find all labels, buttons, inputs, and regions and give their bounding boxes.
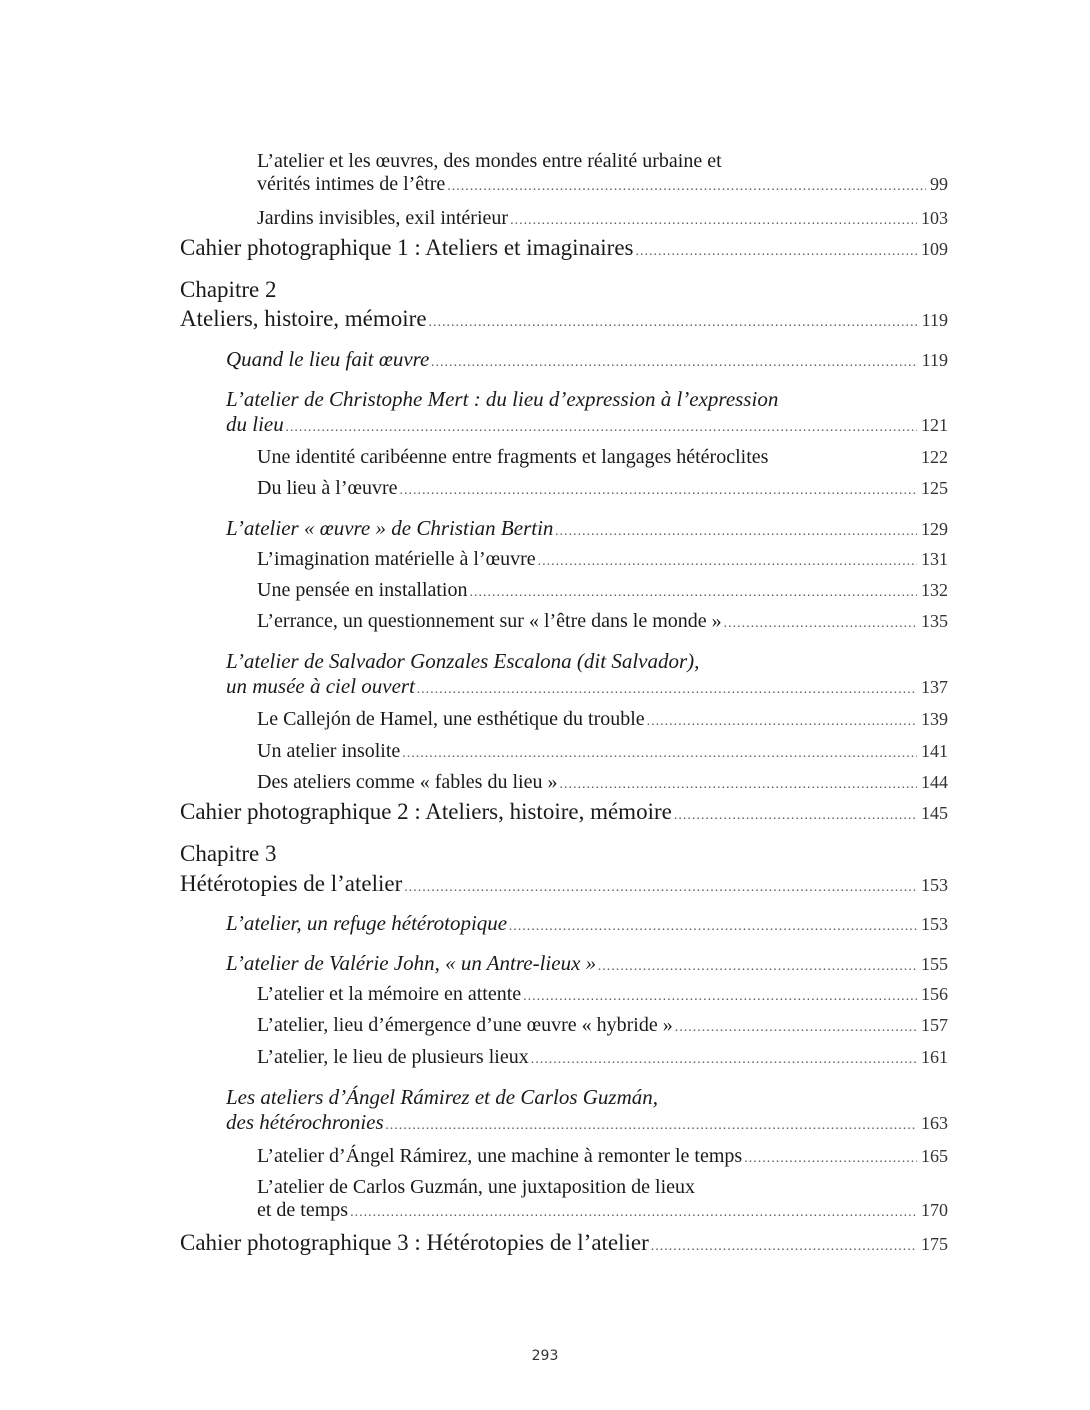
- leader-dots: [509, 919, 917, 935]
- toc-entry-title: Une identité caribéenne entre fragments et langages hétéroclites: [257, 446, 769, 468]
- leader-dots: [431, 355, 917, 371]
- toc-page-number: 103: [921, 208, 948, 228]
- toc-entry-title: Des ateliers comme « fables du lieu »: [257, 771, 558, 793]
- toc-entry[interactable]: [257, 477, 948, 500]
- toc-page-number: 137: [921, 677, 948, 697]
- leader-dots: [400, 483, 917, 499]
- toc-entry-title: Du lieu à l’œuvre: [257, 477, 398, 499]
- toc-entry-section[interactable]: [180, 799, 948, 825]
- toc-entry[interactable]: [257, 150, 948, 196]
- leader-dots: [286, 420, 917, 436]
- toc-entry-title: Cahier photographique 2 : Ateliers, histoire, mémoire: [180, 799, 672, 824]
- leader-dots: [538, 554, 917, 570]
- leader-dots: [636, 244, 918, 260]
- toc-entry[interactable]: [257, 740, 948, 763]
- toc-entry-title: L’atelier, un refuge hétérotopique: [226, 911, 508, 935]
- toc-page-number: 153: [921, 875, 948, 895]
- leader-dots: [404, 880, 917, 896]
- toc-page-number: 125: [921, 478, 948, 498]
- leader-dots: [386, 1118, 917, 1134]
- toc-entry-title: L’imagination matérielle à l’œuvre: [257, 548, 536, 570]
- toc-entry[interactable]: [257, 207, 948, 230]
- toc-entry-title: L’atelier, lieu d’émergence d’une œuvre « hybride »: [257, 1014, 673, 1036]
- toc-page-number: 145: [921, 803, 948, 823]
- toc-entry-title: et de temps: [257, 1199, 349, 1221]
- toc-entry-title-line1: L’atelier de Christophe Mert : du lieu d’expression à l’expression: [226, 387, 779, 411]
- leader-dots: [350, 1205, 917, 1221]
- leader-dots: [531, 1052, 917, 1068]
- toc-entry-title: Cahier photographique 3 : Hétérotopies de l’atelier: [180, 1230, 649, 1255]
- toc-entry-title-line1: L’atelier et les œuvres, des mondes entre réalité urbaine et: [257, 150, 722, 172]
- toc-page-number: 153: [921, 914, 948, 934]
- leader-dots: [647, 714, 917, 730]
- toc-entry-title: L’atelier « œuvre » de Christian Bertin: [226, 516, 554, 540]
- toc-entry-title: L’atelier de Valérie John, « un Antre-lieux »: [226, 951, 597, 975]
- toc-entry-chapter[interactable]: [180, 306, 948, 332]
- toc-page-number: 155: [921, 954, 948, 974]
- leader-dots: [744, 1151, 917, 1167]
- toc-entry[interactable]: [257, 1176, 948, 1222]
- toc-entry-title: Une pensée en installation: [257, 579, 468, 601]
- leader-dots: [402, 746, 917, 762]
- toc-page-number: 170: [921, 1200, 948, 1220]
- toc-entry[interactable]: [257, 548, 948, 571]
- toc-page-number: 119: [921, 350, 948, 370]
- toc-page-number: 129: [921, 519, 948, 539]
- toc-entry-subchapter[interactable]: [226, 347, 948, 372]
- toc-entry-title: Ateliers, histoire, mémoire: [180, 306, 427, 331]
- leader-dots: [447, 179, 926, 195]
- chapter-label: Chapitre 2: [180, 277, 277, 302]
- leader-dots: [598, 959, 917, 975]
- leader-dots: [417, 682, 917, 698]
- toc-page-number: 122: [921, 447, 948, 467]
- toc-entry-section[interactable]: [180, 235, 948, 261]
- toc-entry-title: L’atelier et la mémoire en attente: [257, 983, 522, 1005]
- toc-entry-title: L’errance, un questionnement sur « l’être dans le monde »: [257, 610, 722, 632]
- toc-page-number: 141: [921, 741, 948, 761]
- toc-entry-title: un musée à ciel ouvert: [226, 674, 415, 698]
- leader-dots: [674, 808, 917, 824]
- toc-entry-title: Hétérotopies de l’atelier: [180, 871, 403, 896]
- toc-entry-title: vérités intimes de l’être: [257, 173, 446, 195]
- leader-dots: [510, 213, 917, 229]
- toc-page-number: 121: [921, 415, 948, 435]
- toc-page-number: 109: [921, 239, 948, 259]
- toc-entry[interactable]: [257, 771, 948, 794]
- toc-entry-chapter[interactable]: [180, 871, 948, 897]
- toc-page-number: 131: [921, 549, 948, 569]
- toc-page-number: 139: [921, 709, 948, 729]
- toc-entry[interactable]: [257, 708, 948, 731]
- toc-entry-title-line1: L’atelier de Salvador Gonzales Escalona (dit Salvador),: [226, 649, 700, 673]
- toc-page-number: 144: [921, 772, 948, 792]
- toc-entry[interactable]: [257, 610, 948, 633]
- chapter-label: Chapitre 3: [180, 841, 277, 866]
- toc-page-number: 157: [921, 1015, 948, 1035]
- leader-dots: [470, 585, 918, 601]
- toc-entry-title-line1: Les ateliers d’Ángel Rámirez et de Carlos Guzmán,: [226, 1085, 659, 1109]
- toc-page-number: 175: [921, 1234, 948, 1254]
- toc-page-number: 132: [921, 580, 948, 600]
- toc-entry-title: des hétérochronies: [226, 1110, 384, 1134]
- leader-dots: [651, 1239, 917, 1255]
- toc-entry-subchapter[interactable]: [226, 951, 948, 976]
- toc-entry-title: Cahier photographique 1 : Ateliers et imaginaires: [180, 235, 634, 260]
- leader-dots: [429, 315, 918, 331]
- toc-entry[interactable]: [257, 1014, 948, 1037]
- leader-dots: [724, 616, 917, 632]
- toc-entry[interactable]: [257, 579, 948, 602]
- toc-entry-title: Jardins invisibles, exil intérieur: [257, 207, 509, 229]
- leader-dots: [559, 777, 917, 793]
- toc-entry-subchapter[interactable]: [226, 387, 948, 437]
- toc-entry-title: L’atelier, le lieu de plusieurs lieux: [257, 1046, 529, 1068]
- toc-entry[interactable]: [257, 983, 948, 1006]
- toc-entry-title: du lieu: [226, 412, 284, 436]
- toc-entry-subchapter[interactable]: [226, 649, 948, 699]
- toc-page-number: 161: [921, 1047, 948, 1067]
- leader-dots: [675, 1020, 917, 1036]
- leader-dots: [555, 524, 917, 540]
- page-number: 293: [531, 1348, 559, 1364]
- toc-page-number: 156: [921, 984, 948, 1004]
- toc-entry-title: L’atelier d’Ángel Rámirez, une machine à remonter le temps: [257, 1145, 743, 1167]
- toc-entry[interactable]: [257, 446, 948, 469]
- toc-entry-title: Le Callejón de Hamel, une esthétique du trouble: [257, 708, 645, 730]
- toc-page-number: 165: [921, 1146, 948, 1166]
- toc-entry-subchapter[interactable]: [226, 911, 948, 936]
- toc-entry-title: Un atelier insolite: [257, 740, 401, 762]
- toc-page-number: 135: [921, 611, 948, 631]
- toc-entry-title: Quand le lieu fait œuvre: [226, 347, 430, 371]
- toc-page-number: 119: [921, 310, 948, 330]
- toc-entry-subchapter[interactable]: [226, 1085, 948, 1135]
- toc-entry[interactable]: [257, 1046, 948, 1069]
- toc-entry-title-line1: L’atelier de Carlos Guzmán, une juxtaposition de lieux: [257, 1176, 696, 1198]
- toc-page-number: 163: [921, 1113, 948, 1133]
- toc-page-number: 99: [930, 174, 948, 194]
- leader-dots: [523, 989, 917, 1005]
- toc-entry-section[interactable]: [180, 1230, 948, 1256]
- toc-entry[interactable]: [257, 1145, 948, 1168]
- toc-entry-subchapter[interactable]: [226, 516, 948, 541]
